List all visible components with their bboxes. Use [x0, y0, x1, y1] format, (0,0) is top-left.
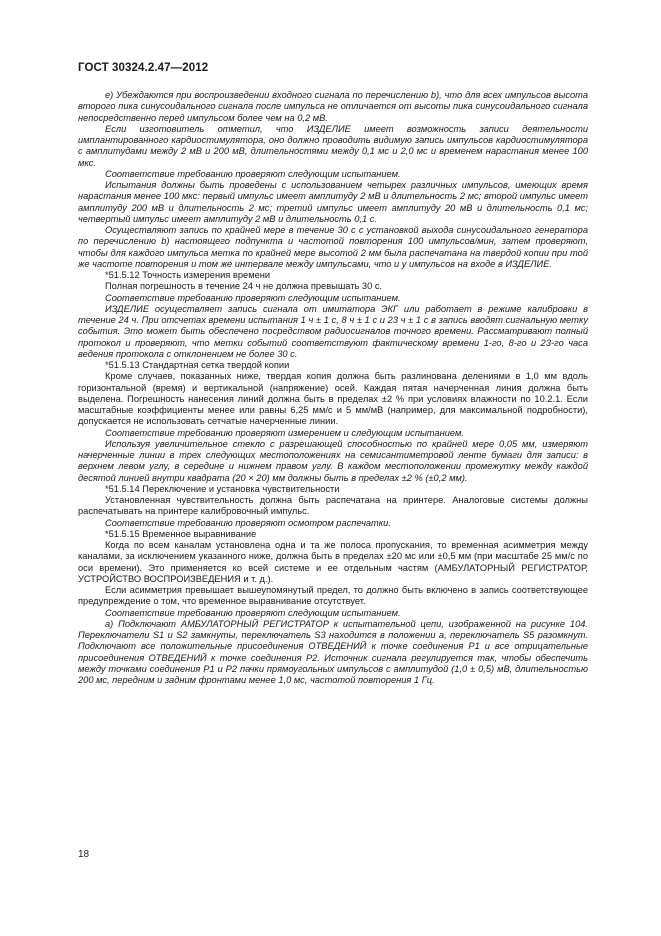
paragraph: Используя увеличительное стекло с разрешающей способностью по крайней мере 0,05 мм, измеряют начерченные линии в трех следующих местоположениях на семисантиметровой ленте бумаги для записи: в верхнем левом углу, в середине и нижнем правом углу. В каждом местоположении промежутку между каждой десятой линией внутри квадрата (20 × 20) мм должны быть в пределах ±2 % (±0,2 мм). — [78, 438, 588, 483]
paragraph: Соответствие требованию проверяют следующим испытанием. — [105, 607, 401, 618]
paragraph: а) Подключают АМБУЛАТОРНЫЙ РЕГИСТРАТОР к испытательной цепи, изображенной на рисунке 104. Переключатели S1 и S2 замкнуты, переключатель S3 находится в положении a, переключатель S5 разомкнут. Подключают все положительные присоединения ОТВЕДЕНИЙ к точке соединения P1 и все отрицательные присоединения ОТВЕДЕНИЙ к точке соединения P2. Источник сигнала регулируется так, чтобы обеспечить между точками соединения P1 и P2 пачки прямоугольных импульсов с амплитудой (1,0 ± 0,5) мВ, длительностью 200 мс, передним и задним фронтами менее 1,0 мс, частотой повторения 1 Гц. — [78, 618, 588, 685]
paragraph: Полная погрешность в течение 24 ч не должна превышать 30 с. — [105, 281, 383, 292]
paragraph: Осуществляют запись по крайней мере в течение 30 с с установкой выхода синусоидального генератора по перечислению b) настоящего подпункта и частотой повторения 100 импульсов/мин, затем проверяют, чтобы для каждого импульса метка по крайней мере высотой 2 мм была распечатана на твердой копии при той же частоте повторения и том же интервале между импульсами, что и у импульсов на входе в ИЗДЕЛИЕ. — [78, 225, 588, 269]
paragraph: ИЗДЕЛИЕ осуществляет запись сигнала от имитатора ЭКГ или работает в режиме калибровки в течение 24 ч. При отсчетах времени испытания 1 ч ± 1 с, 8 ч ± 1 с и 23 ч ± 1 с в запись вводят сигнальную метку события. Это может быть обеспечено посредством радиосигналов точного времени. Рассматривают полный протокол и проверяют, что метки событий соответствуют фактическому времени 1-го, 8-го и 23-го часа ведения протокола с отклонением не более 30 с. — [78, 303, 588, 359]
section-heading: *51.5.15 Временное выравнивание — [105, 528, 257, 539]
paragraph: Соответствие требованию проверяют следующим испытанием. — [105, 292, 401, 303]
document-body — [78, 90, 588, 686]
paragraph: Когда по всем каналам установлена одна и та же полоса пропускания, то временная асимметрия между каналами, за исключением указанного ниже, должна быть в пределах ±20 мс или ±0,5 мм (при масштабе 25 мм/с по оси времени). Это применяется ко всей системе и ее отдельным частям (АМБУЛАТОРНЫЙ РЕГИСТРАТОР, УСТРОЙСТВО ВОСПРОИЗВЕДЕНИЯ и т. д.). — [78, 540, 588, 584]
paragraph: Если асимметрия превышает вышеупомянутый предел, то должно быть включено в запись соответствующее предупреждение о том, что временное выравнивание отсутствует. — [78, 585, 588, 607]
paragraph: Соответствие требованию проверяют следующим испытанием. — [105, 168, 401, 179]
paragraph: Соответствие требованию проверяют осмотром распечатки. — [105, 517, 391, 528]
section-heading: *51.5.13 Стандартная сетка твердой копии — [105, 360, 290, 370]
paragraph: Если изготовитель отметил, что ИЗДЕЛИЕ имеет возможность записи деятельности имплантированного кардиостимулятора, оно должно проводить видимую запись импульсов кардиостимулятора с амплитудами между 2 мВ и 200 мВ, длительностями между 0,1 мс и 2,0 мс и временем нарастания менее 100 мкс. — [78, 123, 588, 168]
document-header: ГОСТ 30324.2.47—2012 — [78, 62, 209, 74]
paragraph: Испытания должны быть проведены с использованием четырех различных импульсов, имеющих время нарастания менее 100 мкс: первый импульс имеет амплитуду 2 мВ и длительность 2 мс; второй импульс имеет амплитуду 200 мВ и длительность 2 мс; третий импульс имеет амплитуду 20 мВ и длительность 0,1 мс; четвертый импульс имеет амплитуду 2 мВ и длительность 0,1 с. — [78, 180, 588, 224]
section-heading: *51.5.14 Переключение и установка чувствительности — [105, 483, 340, 494]
section-heading: *51.5.12 Точность измерения времени — [105, 270, 271, 280]
paragraph: Соответствие требованию проверяют измерением и следующим испытанием. — [105, 427, 464, 438]
page-number: 18 — [78, 849, 90, 860]
paragraph: e) Убеждаются при воспроизведении входного сигнала по перечислению b), что для всех импульсов высота второго пика синусоидального сигнала после импульса не отличается от высоты пика синусоидального сигнала непосредственно перед импульсом более чем на 0,2 мВ. — [78, 90, 588, 123]
paragraph: Установленная чувствительность должна быть распечатана на принтере. Аналоговые системы должны распечатывать на принтере калибровочный импульс. — [78, 495, 588, 517]
paragraph: Кроме случаев, показанных ниже, твердая копия должна быть разлинована делениями в 1,0 мм вдоль горизонтальной (время) и вертикальной (напряжение) осей. Каждая пятая начерченная линия должна быть выделена. Погрешность нанесения линий должна быть в пределах ±2 % при условиях влажности по 10.2.1. Если масштабные коэффициенты менее или равны 6,25 мм/с и 5 мм/мВ (например, для максимальной подробности), допускается не использовать сетчатые начерченные линии. — [78, 371, 588, 427]
